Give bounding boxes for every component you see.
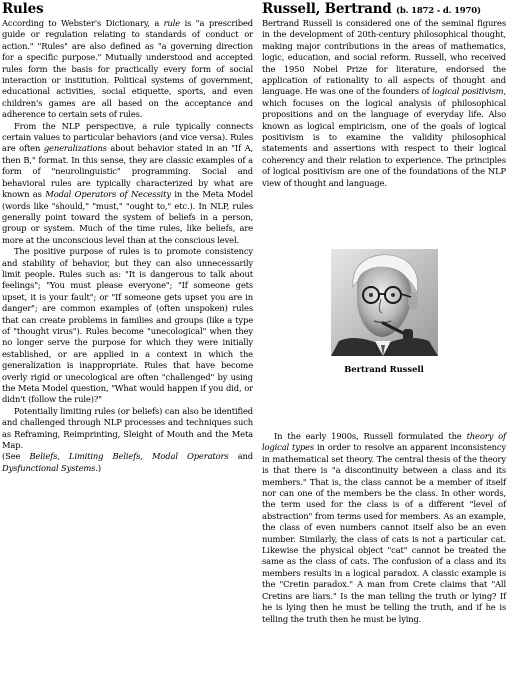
bertrand-russell-portrait — [331, 249, 438, 356]
rules-see-also: (See Beliefs, Limiting Beliefs, Modal Operators and Dysfunctional Systems.) — [2, 451, 253, 473]
russell-column — [262, 0, 506, 189]
russell-paragraph-2: In the early 1900s, Russell formulated the theory of logical types in order to resolve an apparent inconsistency in mathematical set theory. The central thesis of the theory is that there is "a discontinuity between a class and its members." That is, the class cannot be a member of itself nor can one of the members be the class. In other words, the term used for the class is of a different "level of abstraction" from terms used for members. As an example, the class of even numbers cannot itself also be an even number. Similarly, the class of cats is not a particular cat. Likewise the physical object "cat" cannot be treated the same as the class of cats. The confusion of a class and its members results in a logical paradox. A classic example is the "Cretin paradox." A man from Crete claims that "All Cretins are liars." Is the man telling the truth or lying? If he is lying then he must be telling the truth, and if he is telling the truth then he must be lying. — [262, 431, 506, 624]
russell-body-top — [262, 18, 506, 189]
rules-paragraph-3: The positive purpose of rules is to promote consistency and stability of behavior, but they can also unnecessarily limit people. Rules such as: "It is dangerous to talk about feelings"; "You must please everyone"; "If someone gets upset, it is your fault"; or "If someone gets upset you are in danger"; are common examples of (often unspoken) rules that can create problems in families and groups (like a type of "thought virus"). Rules become "unecological" when they no longer serve the purpose for which they were initially established, or are applied in a context in which the generalization is inappropriate. Rules that have become overly rigid or unecological are often "challenged" by using the Meta Model question, "What would happen if you did, or didn't (follow the rule)?" — [2, 246, 253, 405]
rules-body — [2, 18, 253, 474]
russell-heading: Russell, Bertrand (b. 1872 - d. 1970) — [262, 1, 481, 17]
russell-paragraph-1: Bertrand Russell is considered one of the seminal figures in the development of 20th-century philosophical thought, making major contributions in the areas of mathematics, logic, education, and social reform. Russell, who received the 1950 Nobel Prize for literature, endorsed the application of rationality to all aspects of thought and language. He was one of the founders of logical positivism, which focuses on the logical analysis of philosophical propositions and on the language of everyday life. Also known as logical empiricism, one of the goals of logical positivism is to examine the validity philosophical statements and assertions with respect to their logical coherency and their relation to experience. The principles of logical positivism are one of the foundations of the NLP view of thought and language. — [262, 18, 506, 188]
rules-paragraph-4: Potentially limiting rules (or beliefs) can also be identified and challenged through NLP processes and techniques such as Reframing, Reimprinting, Sleight of Mouth and the Meta Map. — [2, 405, 253, 451]
rules-paragraph-2: From the NLP perspective, a rule typically connects certain values to particular behaviors (and vice versa). Rules are often generalizations about behavior stated in an "If A, then B," format. In this sense, they are classic examples of a form of "neurolinguistic" programming. Social and behavioral rules are typically characterized by what are known as Modal Operators of Necessity in the Meta Model (words like "should," "must," "ought to," etc.). In NLP, rules generally point toward the system of beliefs in a person, group or system. Much of the time rules, like beliefs, are more at the unconscious level than at the conscious level. — [2, 120, 253, 245]
portrait-caption: Bertrand Russell — [344, 364, 424, 374]
russell-body-bottom — [262, 431, 506, 625]
rules-column — [2, 0, 253, 474]
rules-heading: Rules — [2, 1, 44, 17]
russell-dates: (b. 1872 - d. 1970) — [396, 6, 481, 16]
rules-paragraph-1: According to Webster's Dictionary, a rule is "a prescribed guide or regulation relating to standards of conduct or action." "Rules" are also defined as "a governing direction for a specific purpose." Mutually understood and accepted rules form the basis for practically every form of social interaction or institution. Political systems of government, educational activities, social etiquette, sports, and even children's games are all based on the acceptance and adherence to certain sets of rules. — [2, 18, 253, 120]
